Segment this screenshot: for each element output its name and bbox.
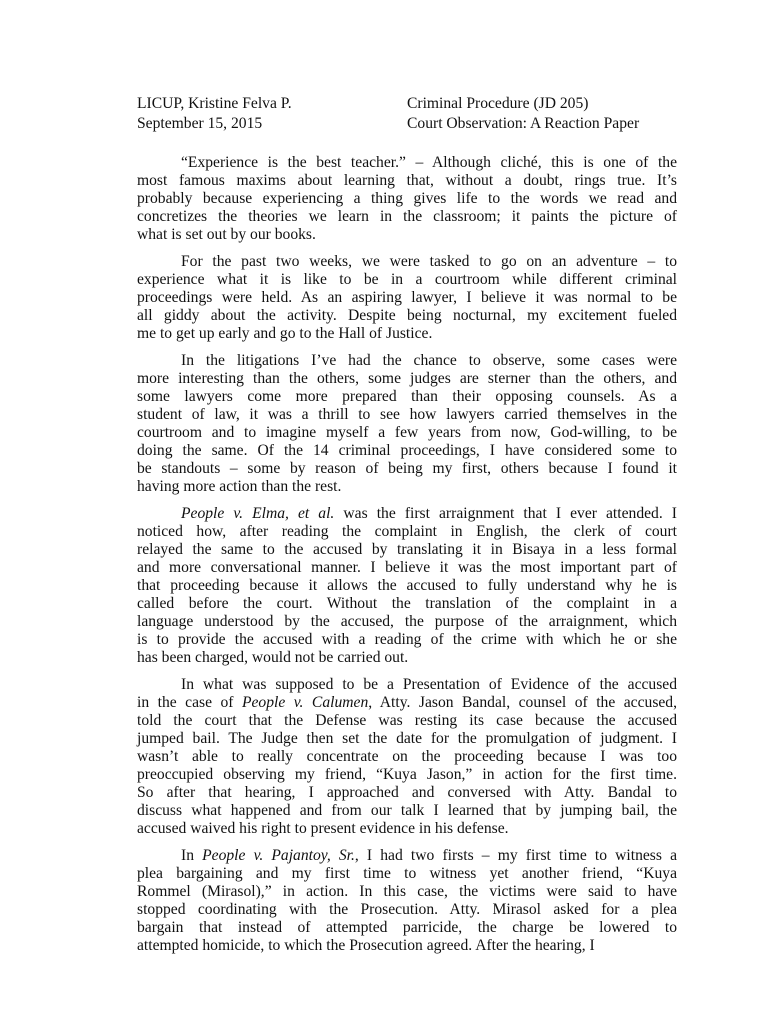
text-segment: was the first arraignment that I ever attended. I	[334, 505, 677, 522]
case-name: People v. Pajantoy, Sr.	[202, 847, 355, 864]
text-line: concretizes the theories we learn in the classroom; it paints the picture of	[137, 208, 677, 225]
text-line: In what was supposed to be a Presentation of Evidence of the accused	[181, 676, 677, 693]
text-line: noticed how, after reading the complaint in English, the clerk of court	[137, 523, 677, 540]
text-line: courtroom and to imagine myself a few years from now, God-willing, to be	[137, 424, 677, 441]
text-line: student of law, it was a thrill to see how lawyers carried themselves in the	[137, 406, 677, 423]
text-line: that proceeding because it allows the accused to fully understand why he is	[137, 577, 677, 594]
document-body	[137, 154, 677, 964]
paragraph	[137, 352, 677, 496]
text-line: language understood by the accused, the purpose of the arraignment, which	[137, 613, 677, 630]
text-line: doing the same. Of the 14 criminal proceedings, I have considered some to	[137, 442, 677, 459]
text-line: Rommel (Mirasol),” in action. In this case, the victims were said to have	[137, 883, 677, 900]
header-row	[137, 114, 677, 134]
text-line: jumped bail. The Judge then set the date for the promulgation of judgment. I	[137, 730, 677, 747]
text-line: be standouts – some by reason of being my first, others because I found it	[137, 460, 677, 477]
text-line: So after that hearing, I approached and conversed with Atty. Bandal to	[137, 784, 677, 801]
text-line: discuss what happened and from our talk I learned that by jumping bail, the	[137, 802, 677, 819]
document-header	[137, 94, 677, 134]
text-segment: , I had two firsts – my first time to witness a	[354, 847, 677, 864]
text-line: has been charged, would not be carried out.	[137, 649, 409, 666]
text-line: is to provide the accused with a reading of the crime with which he or she	[137, 631, 677, 648]
text-line	[137, 694, 677, 712]
case-name: People v. Elma, et al.	[181, 505, 335, 522]
paragraph	[137, 154, 677, 244]
text-line: plea bargaining and my first time to witness yet another friend, “Kuya	[137, 865, 677, 882]
text-line: “Experience is the best teacher.” – Although cliché, this is one of the	[181, 154, 677, 171]
text-line: called before the court. Without the translation of the complaint in a	[137, 595, 677, 612]
text-segment: , Atty. Jason Bandal, counsel of the accused,	[368, 694, 677, 711]
case-name: People v. Calumen	[241, 694, 369, 711]
text-line: attempted homicide, to which the Prosecution agreed. After the hearing, I	[137, 937, 595, 954]
text-line: stopped coordinating with the Prosecution. Atty. Mirasol asked for a plea	[137, 901, 677, 918]
text-line: more interesting than the others, some judges are sterner than the others, and	[137, 370, 677, 387]
text-segment: in the case of	[137, 694, 242, 711]
paragraph	[137, 676, 677, 838]
paragraph	[137, 505, 677, 667]
text-line: proceedings were held. As an aspiring lawyer, I believe it was normal to be	[137, 289, 677, 306]
text-line: having more action than the rest.	[137, 478, 342, 495]
text-line: me to get up early and go to the Hall of Justice.	[137, 325, 433, 342]
text-line	[137, 505, 677, 523]
text-line: some lawyers come more prepared than their opposing counsels. As a	[137, 388, 677, 405]
text-segment: In	[181, 847, 203, 864]
text-line: most famous maxims about learning that, without a doubt, rings true. It’s	[137, 172, 677, 189]
text-line: wasn’t able to really concentrate on the proceeding because I was too	[137, 748, 677, 765]
text-line: In the litigations I’ve had the chance to observe, some cases were	[181, 352, 677, 369]
text-line: probably because experiencing a thing gives life to the words we read and	[137, 190, 677, 207]
text-line: experience what it is like to be in a courtroom while different criminal	[137, 271, 677, 288]
header-row	[137, 94, 677, 114]
paper-title: Court Observation: A Reaction Paper	[407, 115, 640, 132]
text-line: all giddy about the activity. Despite being nocturnal, my excitement fueled	[137, 307, 677, 324]
text-line	[137, 847, 677, 865]
text-line: what is set out by our books.	[137, 226, 316, 243]
paper-date: September 15, 2015	[137, 115, 263, 132]
paragraph	[137, 253, 677, 343]
text-line: accused waived his right to present evidence in his defense.	[137, 820, 509, 837]
text-line: relayed the same to the accused by translating it in Bisaya in a less formal	[137, 541, 677, 558]
text-line: told the court that the Defense was resting its case because the accused	[137, 712, 677, 729]
text-line: For the past two weeks, we were tasked to go on an adventure – to	[181, 253, 677, 270]
text-line: and more conversational manner. I believe it was the most important part of	[137, 559, 677, 576]
text-line: preoccupied observing my friend, “Kuya Jason,” in action for the first time.	[137, 766, 677, 783]
text-line: bargain that instead of attempted parricide, the charge be lowered to	[137, 919, 677, 936]
course-name: Criminal Procedure (JD 205)	[407, 95, 589, 112]
author-name: LICUP, Kristine Felva P.	[137, 95, 292, 112]
paragraph	[137, 847, 677, 955]
